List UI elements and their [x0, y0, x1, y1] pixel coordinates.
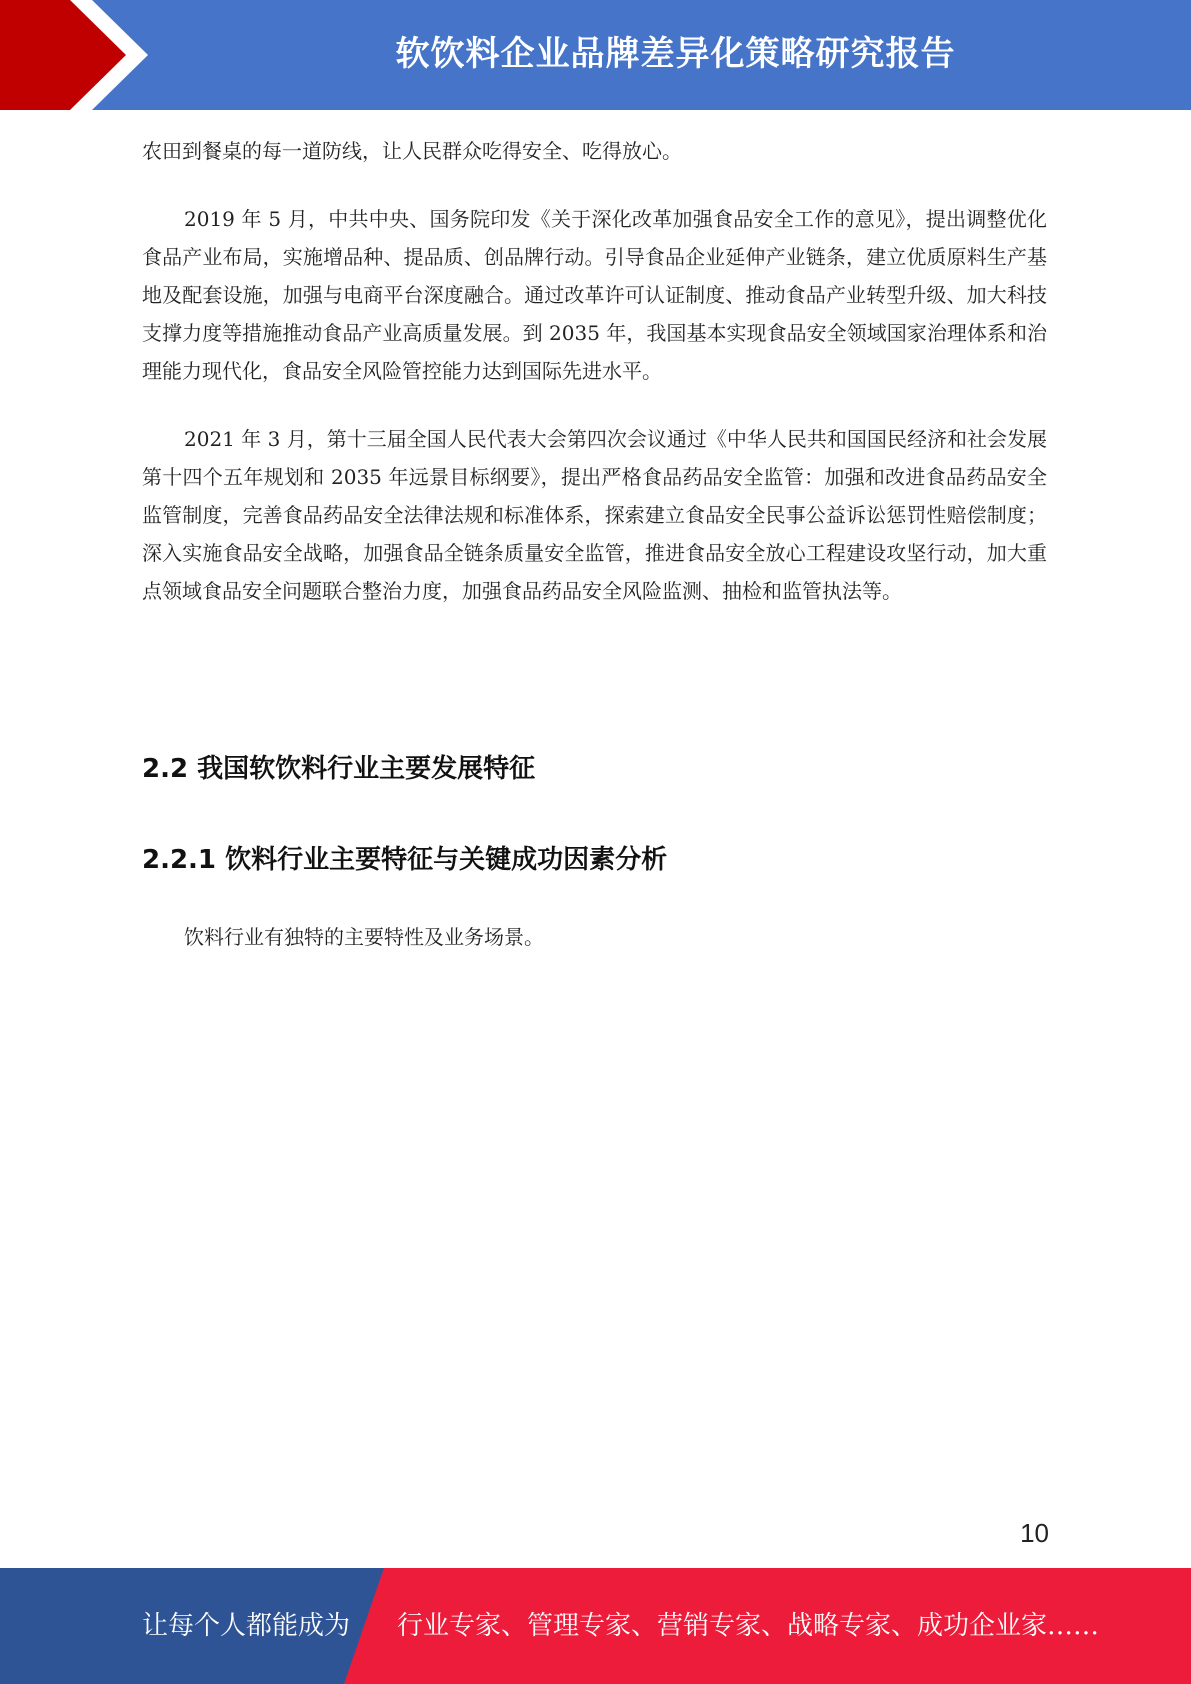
footer-slogan-right: 行业专家、管理专家、营销专家、战略专家、成功企业家……	[397, 1611, 1100, 1641]
body-content	[142, 132, 1047, 610]
page-number: 10	[1020, 1518, 1049, 1548]
paragraph-2021: 2021 年 3 月，第十三届全国人民代表大会第四次会议通过《中华人民共和国国民经济和社会发展第十四个五年规划和 2035 年远景目标纲要》，提出严格食品药品安全监管：加强和改进食品药品安全监管制度，完善食品药品安全法律法规和标准体系，探索建立食品安全民事公益诉讼惩罚性赔偿制度；深入实施食品安全战略，加强食品全链条质量安全监管，推进食品安全放心工程建设攻坚行动，加大重点领域食品安全问题联合整治力度，加强食品药品安全风险监测、抽检和监管执法等。	[142, 427, 1047, 603]
section-heading-2-2-1: 2.2.1 饮料行业主要特征与关键成功因素分析	[142, 845, 668, 875]
section-heading-2-2: 2.2 我国软饮料行业主要发展特征	[142, 754, 536, 784]
page-footer	[0, 1568, 1191, 1684]
report-title: 软饮料企业品牌差异化策略研究报告	[395, 34, 956, 74]
paragraph-2019: 2019 年 5 月，中共中央、国务院印发《关于深化改革加强食品安全工作的意见》，提出调整优化食品产业布局，实施增品种、提品质、创品牌行动。引导食品企业延伸产业链条，建立优质原料生产基地及配套设施，加强与电商平台深度融合。通过改革许可认证制度、推动食品产业转型升级、加大科技支撑力度等措施推动食品产业高质量发展。到 2035 年，我国基本实现食品安全领域国家治理体系和治理能力现代化，食品安全风险管控能力达到国际先进水平。	[142, 207, 1047, 383]
paragraph-beverage-industry: 饮料行业有独特的主要特性及业务场景。	[184, 925, 544, 949]
footer-slogan-left: 让每个人都能成为	[142, 1611, 351, 1641]
paragraph-continuation: 农田到餐桌的每一道防线，让人民群众吃得安全、吃得放心。	[142, 139, 682, 163]
page-header	[0, 0, 1191, 110]
header-arrow-decoration	[0, 0, 170, 110]
